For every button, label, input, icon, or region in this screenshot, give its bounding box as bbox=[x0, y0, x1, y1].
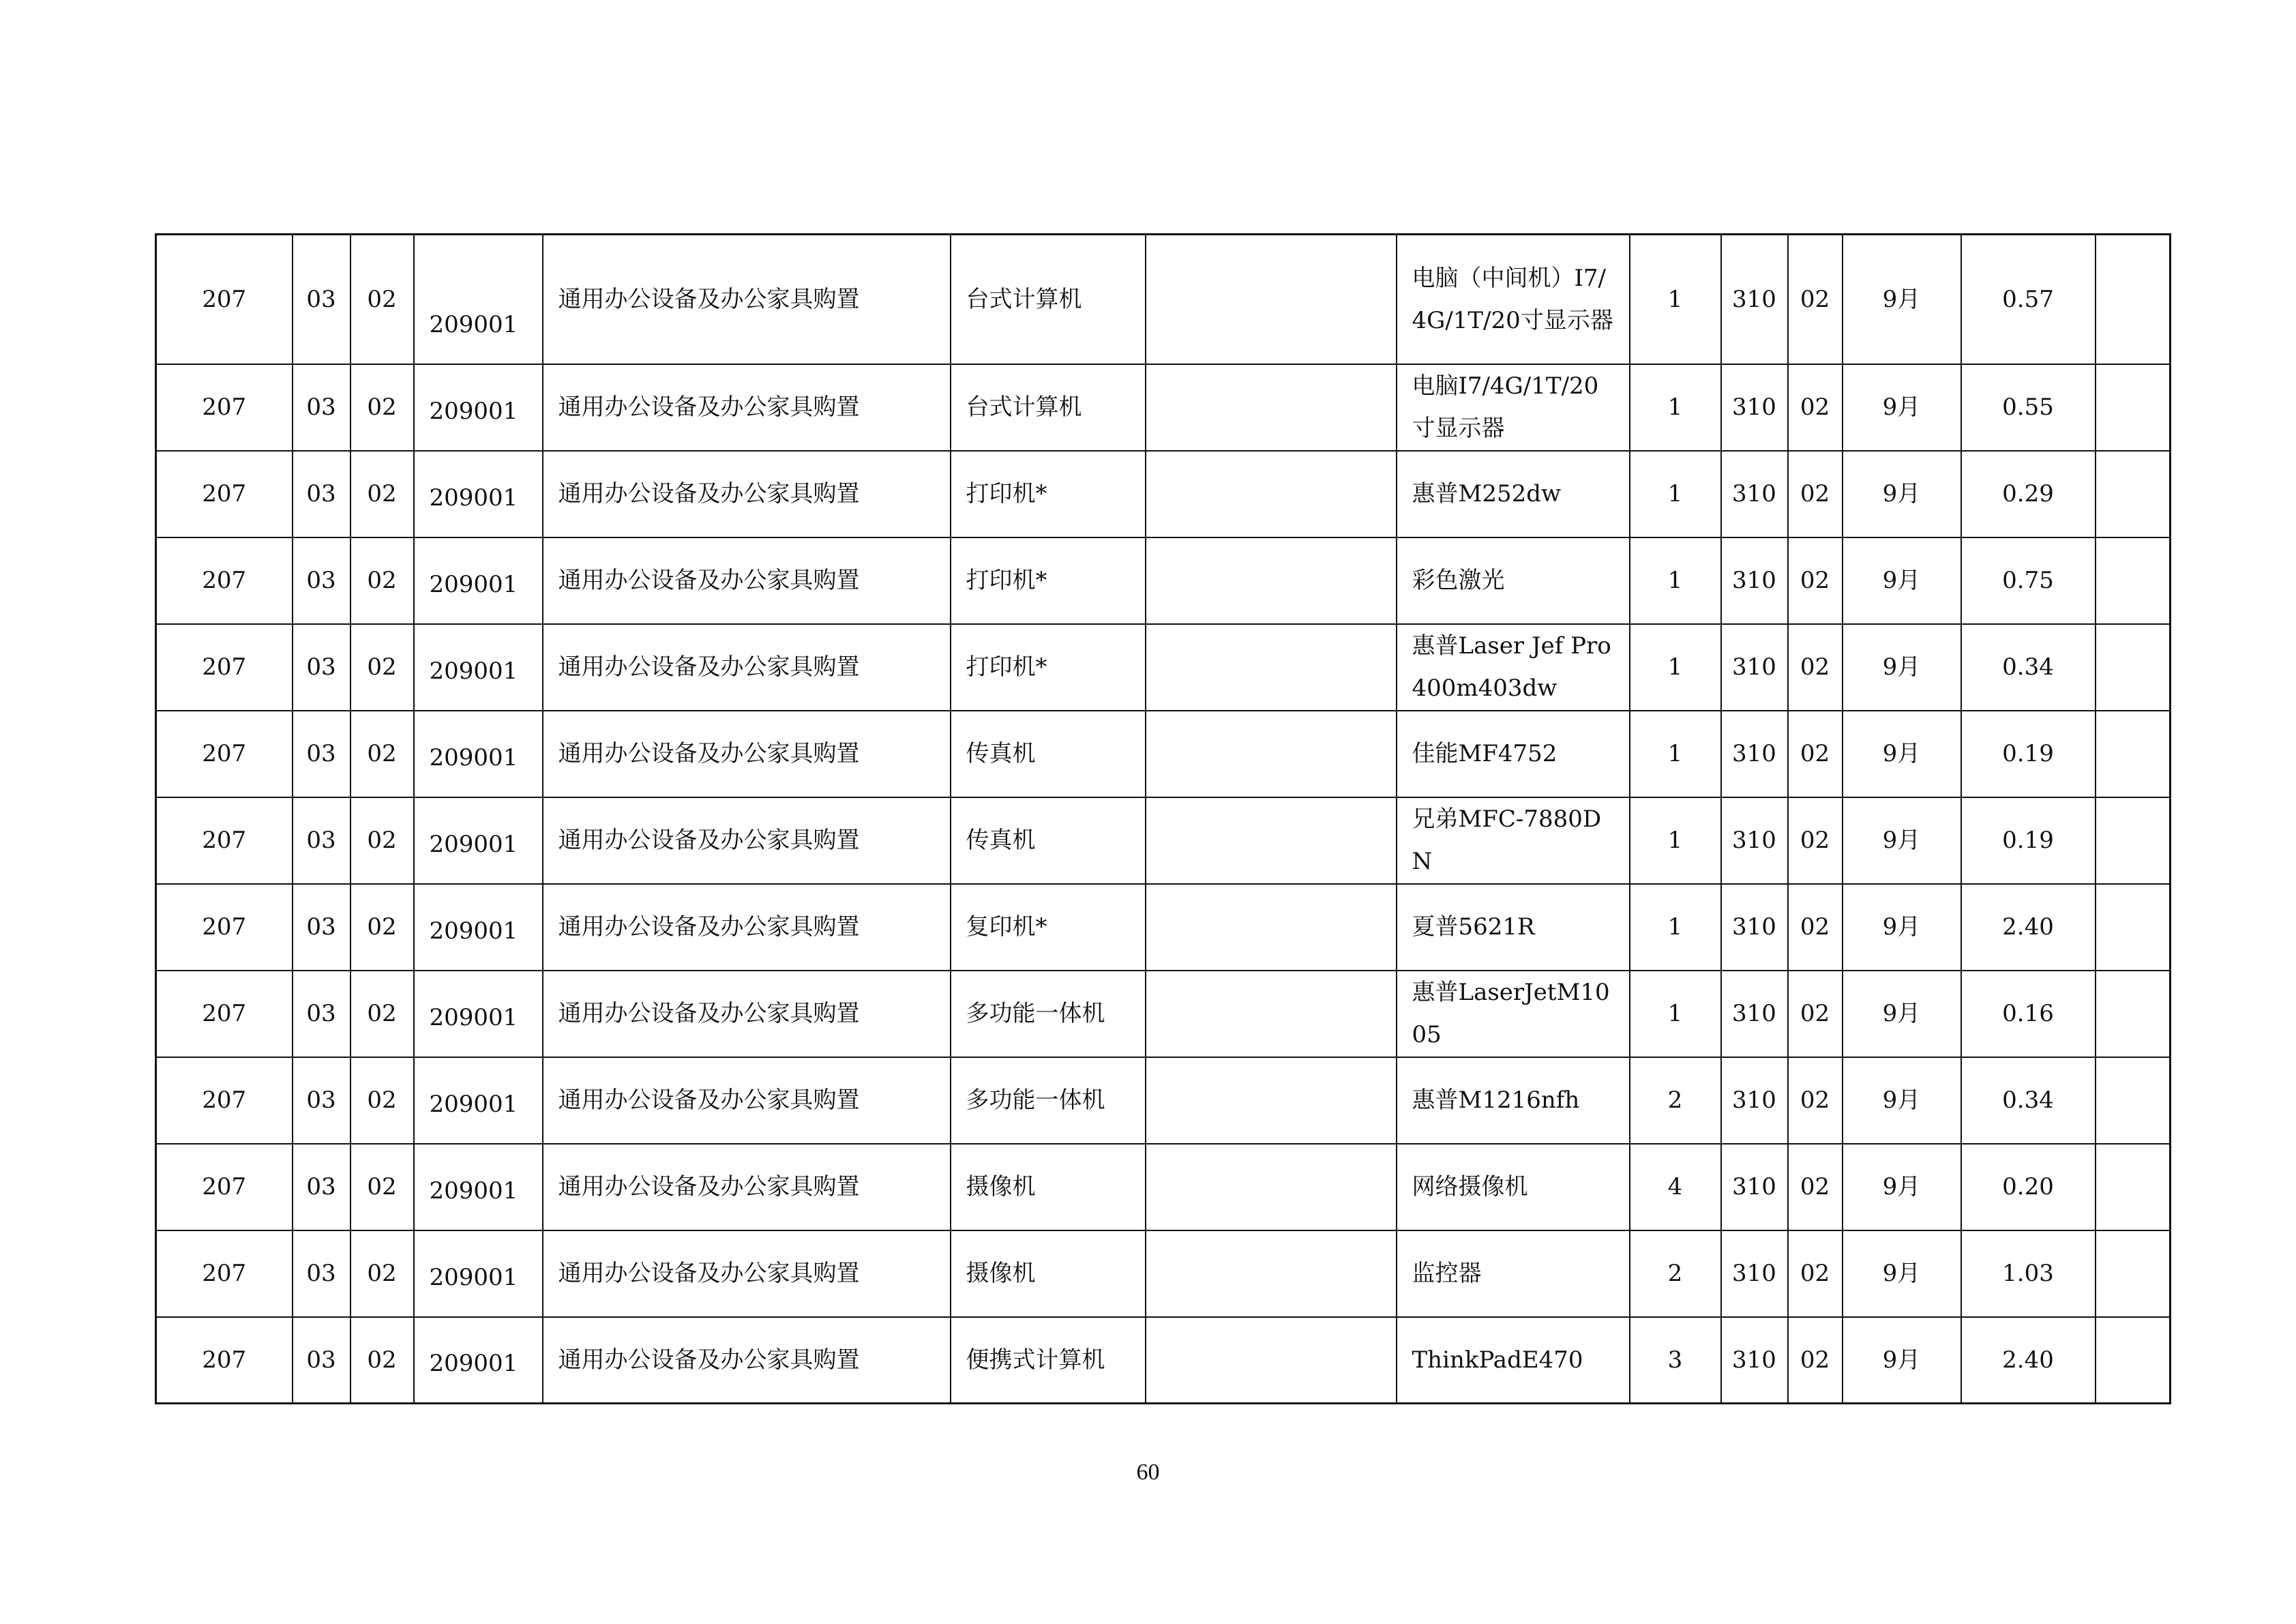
procurement-month-cell: 9月 bbox=[1843, 451, 1961, 537]
classification-code-cell: 207 bbox=[156, 884, 293, 971]
quantity-cell: 2 bbox=[1630, 1230, 1721, 1317]
sub-code-cell: 02 bbox=[1788, 797, 1843, 884]
procurement-month-cell: 9月 bbox=[1843, 624, 1961, 711]
unit-code-cell: 209001 bbox=[414, 1230, 543, 1317]
economic-code-cell: 310 bbox=[1721, 537, 1788, 624]
table-row bbox=[156, 1144, 2171, 1230]
specification-cell: 监控器 bbox=[1397, 1230, 1630, 1317]
amount-cell: 0.29 bbox=[1961, 451, 2096, 537]
procurement-item-cell: 摄像机 bbox=[951, 1144, 1146, 1230]
table-row bbox=[156, 1057, 2171, 1144]
amount-cell: 2.40 bbox=[1961, 1317, 2096, 1404]
procurement-month-cell: 9月 bbox=[1843, 1057, 1961, 1144]
project-name-cell: 通用办公设备及办公家具购置 bbox=[543, 1230, 951, 1317]
blank-cell bbox=[1146, 1317, 1397, 1404]
amount-cell: 0.20 bbox=[1961, 1144, 2096, 1230]
sub-code-cell: 02 bbox=[1788, 235, 1843, 364]
table-row bbox=[156, 537, 2171, 624]
quantity-cell: 1 bbox=[1630, 797, 1721, 884]
category-code-cell: 03 bbox=[293, 711, 351, 797]
table-body bbox=[156, 235, 2171, 1404]
procurement-month-cell: 9月 bbox=[1843, 1317, 1961, 1404]
procurement-month-cell: 9月 bbox=[1843, 711, 1961, 797]
item-code-cell: 02 bbox=[351, 1057, 414, 1144]
amount-cell: 0.16 bbox=[1961, 971, 2096, 1057]
procurement-item-cell: 便携式计算机 bbox=[951, 1317, 1146, 1404]
procurement-item-cell: 多功能一体机 bbox=[951, 1057, 1146, 1144]
blank-cell bbox=[1146, 364, 1397, 451]
blank-cell bbox=[1146, 537, 1397, 624]
category-code-cell: 03 bbox=[293, 1230, 351, 1317]
table-row bbox=[156, 884, 2171, 971]
classification-code-cell: 207 bbox=[156, 1057, 293, 1144]
classification-code-cell: 207 bbox=[156, 1144, 293, 1230]
classification-code-cell: 207 bbox=[156, 1317, 293, 1404]
remark-cell bbox=[2096, 1317, 2171, 1404]
item-code-cell: 02 bbox=[351, 1230, 414, 1317]
unit-code-cell: 209001 bbox=[414, 1144, 543, 1230]
economic-code-cell: 310 bbox=[1721, 364, 1788, 451]
procurement-month-cell: 9月 bbox=[1843, 971, 1961, 1057]
blank-cell bbox=[1146, 451, 1397, 537]
table-row bbox=[156, 1317, 2171, 1404]
sub-code-cell: 02 bbox=[1788, 884, 1843, 971]
procurement-item-cell: 打印机* bbox=[951, 451, 1146, 537]
table-row bbox=[156, 1230, 2171, 1317]
unit-code-cell: 209001 bbox=[414, 797, 543, 884]
classification-code-cell: 207 bbox=[156, 451, 293, 537]
category-code-cell: 03 bbox=[293, 364, 351, 451]
project-name-cell: 通用办公设备及办公家具购置 bbox=[543, 624, 951, 711]
specification-cell: 惠普M252dw bbox=[1397, 451, 1630, 537]
specification-cell: ThinkPadE470 bbox=[1397, 1317, 1630, 1404]
item-code-cell: 02 bbox=[351, 1144, 414, 1230]
project-name-cell: 通用办公设备及办公家具购置 bbox=[543, 971, 951, 1057]
procurement-item-cell: 台式计算机 bbox=[951, 364, 1146, 451]
unit-code-cell: 209001 bbox=[414, 537, 543, 624]
amount-cell: 0.34 bbox=[1961, 1057, 2096, 1144]
category-code-cell: 03 bbox=[293, 451, 351, 537]
project-name-cell: 通用办公设备及办公家具购置 bbox=[543, 235, 951, 364]
economic-code-cell: 310 bbox=[1721, 451, 1788, 537]
page-number: 60 bbox=[1136, 1460, 1160, 1485]
unit-code-cell: 209001 bbox=[414, 1057, 543, 1144]
classification-code-cell: 207 bbox=[156, 1230, 293, 1317]
blank-cell bbox=[1146, 797, 1397, 884]
project-name-cell: 通用办公设备及办公家具购置 bbox=[543, 1317, 951, 1404]
amount-cell: 1.03 bbox=[1961, 1230, 2096, 1317]
quantity-cell: 1 bbox=[1630, 624, 1721, 711]
item-code-cell: 02 bbox=[351, 364, 414, 451]
economic-code-cell: 310 bbox=[1721, 1317, 1788, 1404]
project-name-cell: 通用办公设备及办公家具购置 bbox=[543, 451, 951, 537]
category-code-cell: 03 bbox=[293, 1317, 351, 1404]
project-name-cell: 通用办公设备及办公家具购置 bbox=[543, 797, 951, 884]
project-name-cell: 通用办公设备及办公家具购置 bbox=[543, 711, 951, 797]
sub-code-cell: 02 bbox=[1788, 624, 1843, 711]
economic-code-cell: 310 bbox=[1721, 1057, 1788, 1144]
amount-cell: 0.55 bbox=[1961, 364, 2096, 451]
item-code-cell: 02 bbox=[351, 1317, 414, 1404]
sub-code-cell: 02 bbox=[1788, 971, 1843, 1057]
category-code-cell: 03 bbox=[293, 624, 351, 711]
sub-code-cell: 02 bbox=[1788, 711, 1843, 797]
unit-code-cell: 209001 bbox=[414, 624, 543, 711]
economic-code-cell: 310 bbox=[1721, 624, 1788, 711]
table-row bbox=[156, 797, 2171, 884]
classification-code-cell: 207 bbox=[156, 711, 293, 797]
project-name-cell: 通用办公设备及办公家具购置 bbox=[543, 884, 951, 971]
table-row bbox=[156, 971, 2171, 1057]
amount-cell: 0.75 bbox=[1961, 537, 2096, 624]
classification-code-cell: 207 bbox=[156, 364, 293, 451]
category-code-cell: 03 bbox=[293, 235, 351, 364]
unit-code-cell: 209001 bbox=[414, 451, 543, 537]
remark-cell bbox=[2096, 235, 2171, 364]
quantity-cell: 2 bbox=[1630, 1057, 1721, 1144]
table-row bbox=[156, 235, 2171, 364]
quantity-cell: 1 bbox=[1630, 235, 1721, 364]
category-code-cell: 03 bbox=[293, 537, 351, 624]
procurement-table bbox=[155, 233, 2171, 1404]
economic-code-cell: 310 bbox=[1721, 797, 1788, 884]
quantity-cell: 4 bbox=[1630, 1144, 1721, 1230]
amount-cell: 0.34 bbox=[1961, 624, 2096, 711]
project-name-cell: 通用办公设备及办公家具购置 bbox=[543, 1057, 951, 1144]
procurement-item-cell: 传真机 bbox=[951, 797, 1146, 884]
quantity-cell: 1 bbox=[1630, 537, 1721, 624]
blank-cell bbox=[1146, 971, 1397, 1057]
economic-code-cell: 310 bbox=[1721, 971, 1788, 1057]
table-row bbox=[156, 451, 2171, 537]
item-code-cell: 02 bbox=[351, 711, 414, 797]
amount-cell: 2.40 bbox=[1961, 884, 2096, 971]
procurement-item-cell: 传真机 bbox=[951, 711, 1146, 797]
procurement-item-cell: 多功能一体机 bbox=[951, 971, 1146, 1057]
sub-code-cell: 02 bbox=[1788, 1230, 1843, 1317]
procurement-item-cell: 摄像机 bbox=[951, 1230, 1146, 1317]
blank-cell bbox=[1146, 624, 1397, 711]
unit-code-cell: 209001 bbox=[414, 235, 543, 364]
remark-cell bbox=[2096, 1230, 2171, 1317]
classification-code-cell: 207 bbox=[156, 797, 293, 884]
sub-code-cell: 02 bbox=[1788, 1317, 1843, 1404]
unit-code-cell: 209001 bbox=[414, 884, 543, 971]
item-code-cell: 02 bbox=[351, 624, 414, 711]
quantity-cell: 1 bbox=[1630, 971, 1721, 1057]
item-code-cell: 02 bbox=[351, 797, 414, 884]
category-code-cell: 03 bbox=[293, 1144, 351, 1230]
procurement-item-cell: 台式计算机 bbox=[951, 235, 1146, 364]
procurement-month-cell: 9月 bbox=[1843, 537, 1961, 624]
quantity-cell: 1 bbox=[1630, 884, 1721, 971]
economic-code-cell: 310 bbox=[1721, 884, 1788, 971]
quantity-cell: 1 bbox=[1630, 364, 1721, 451]
specification-cell: 彩色激光 bbox=[1397, 537, 1630, 624]
specification-cell: 电脑（中间机）I7/4G/1T/20寸显示器 bbox=[1397, 235, 1630, 364]
table-row bbox=[156, 364, 2171, 451]
specification-cell: 佳能MF4752 bbox=[1397, 711, 1630, 797]
item-code-cell: 02 bbox=[351, 537, 414, 624]
procurement-item-cell: 打印机* bbox=[951, 537, 1146, 624]
project-name-cell: 通用办公设备及办公家具购置 bbox=[543, 1144, 951, 1230]
procurement-month-cell: 9月 bbox=[1843, 1144, 1961, 1230]
blank-cell bbox=[1146, 711, 1397, 797]
procurement-item-cell: 复印机* bbox=[951, 884, 1146, 971]
item-code-cell: 02 bbox=[351, 884, 414, 971]
specification-cell: 惠普Laser Jef Pro 400m403dw bbox=[1397, 624, 1630, 711]
quantity-cell: 3 bbox=[1630, 1317, 1721, 1404]
specification-cell: 惠普M1216nfh bbox=[1397, 1057, 1630, 1144]
unit-code-cell: 209001 bbox=[414, 1317, 543, 1404]
category-code-cell: 03 bbox=[293, 971, 351, 1057]
remark-cell bbox=[2096, 711, 2171, 797]
unit-code-cell: 209001 bbox=[414, 971, 543, 1057]
specification-cell: 兄弟MFC-7880DN bbox=[1397, 797, 1630, 884]
remark-cell bbox=[2096, 624, 2171, 711]
sub-code-cell: 02 bbox=[1788, 537, 1843, 624]
sub-code-cell: 02 bbox=[1788, 1144, 1843, 1230]
economic-code-cell: 310 bbox=[1721, 711, 1788, 797]
specification-cell: 夏普5621R bbox=[1397, 884, 1630, 971]
remark-cell bbox=[2096, 364, 2171, 451]
remark-cell bbox=[2096, 971, 2171, 1057]
classification-code-cell: 207 bbox=[156, 971, 293, 1057]
procurement-month-cell: 9月 bbox=[1843, 364, 1961, 451]
economic-code-cell: 310 bbox=[1721, 1230, 1788, 1317]
remark-cell bbox=[2096, 1057, 2171, 1144]
unit-code-cell: 209001 bbox=[414, 711, 543, 797]
remark-cell bbox=[2096, 1144, 2171, 1230]
item-code-cell: 02 bbox=[351, 971, 414, 1057]
classification-code-cell: 207 bbox=[156, 235, 293, 364]
amount-cell: 0.19 bbox=[1961, 711, 2096, 797]
remark-cell bbox=[2096, 451, 2171, 537]
quantity-cell: 1 bbox=[1630, 711, 1721, 797]
item-code-cell: 02 bbox=[351, 451, 414, 537]
procurement-month-cell: 9月 bbox=[1843, 235, 1961, 364]
procurement-item-cell: 打印机* bbox=[951, 624, 1146, 711]
amount-cell: 0.57 bbox=[1961, 235, 2096, 364]
procurement-month-cell: 9月 bbox=[1843, 884, 1961, 971]
quantity-cell: 1 bbox=[1630, 451, 1721, 537]
sub-code-cell: 02 bbox=[1788, 1057, 1843, 1144]
blank-cell bbox=[1146, 1144, 1397, 1230]
specification-cell: 电脑I7/4G/1T/20寸显示器 bbox=[1397, 364, 1630, 451]
category-code-cell: 03 bbox=[293, 797, 351, 884]
economic-code-cell: 310 bbox=[1721, 235, 1788, 364]
blank-cell bbox=[1146, 1230, 1397, 1317]
project-name-cell: 通用办公设备及办公家具购置 bbox=[543, 537, 951, 624]
table-row bbox=[156, 624, 2171, 711]
amount-cell: 0.19 bbox=[1961, 797, 2096, 884]
sub-code-cell: 02 bbox=[1788, 451, 1843, 537]
project-name-cell: 通用办公设备及办公家具购置 bbox=[543, 364, 951, 451]
procurement-month-cell: 9月 bbox=[1843, 797, 1961, 884]
classification-code-cell: 207 bbox=[156, 624, 293, 711]
economic-code-cell: 310 bbox=[1721, 1144, 1788, 1230]
classification-code-cell: 207 bbox=[156, 537, 293, 624]
remark-cell bbox=[2096, 884, 2171, 971]
sub-code-cell: 02 bbox=[1788, 364, 1843, 451]
item-code-cell: 02 bbox=[351, 235, 414, 364]
blank-cell bbox=[1146, 1057, 1397, 1144]
unit-code-cell: 209001 bbox=[414, 364, 543, 451]
remark-cell bbox=[2096, 797, 2171, 884]
specification-cell: 惠普LaserJetM1005 bbox=[1397, 971, 1630, 1057]
category-code-cell: 03 bbox=[293, 1057, 351, 1144]
blank-cell bbox=[1146, 235, 1397, 364]
blank-cell bbox=[1146, 884, 1397, 971]
specification-cell: 网络摄像机 bbox=[1397, 1144, 1630, 1230]
remark-cell bbox=[2096, 537, 2171, 624]
category-code-cell: 03 bbox=[293, 884, 351, 971]
procurement-month-cell: 9月 bbox=[1843, 1230, 1961, 1317]
table-row bbox=[156, 711, 2171, 797]
